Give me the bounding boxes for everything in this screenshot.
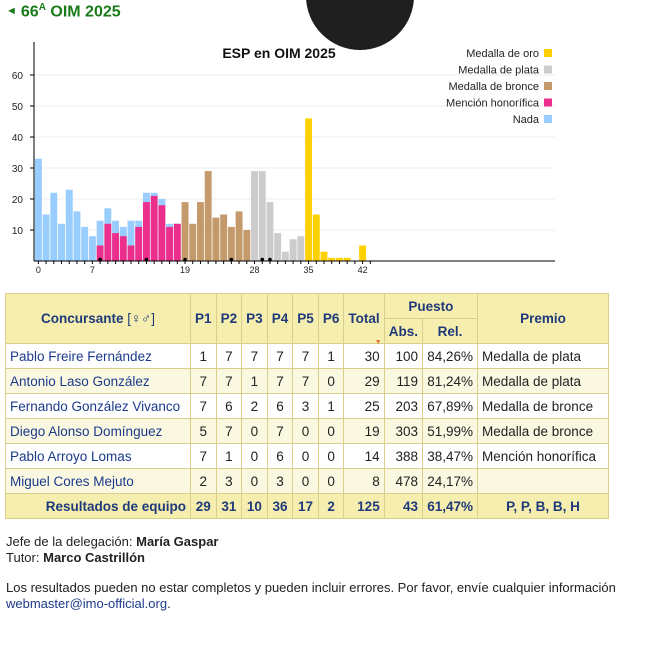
chart-bar xyxy=(313,215,320,262)
chart-bar xyxy=(143,202,150,261)
cell-p5: 7 xyxy=(293,369,319,394)
col-p4[interactable]: P4 xyxy=(267,294,293,344)
col-rank: Puesto xyxy=(384,294,477,319)
chart-bar xyxy=(66,190,73,261)
y-tick-label: 30 xyxy=(11,164,23,175)
cell-name[interactable]: Pablo Freire Fernández xyxy=(6,344,191,369)
cell-abs: 303 xyxy=(384,419,422,444)
cell-p6: 1 xyxy=(318,394,344,419)
table-header-row xyxy=(6,294,609,319)
team-total: 125 xyxy=(344,494,384,519)
cell-award xyxy=(478,469,609,494)
cell-p4: 6 xyxy=(267,444,293,469)
chart-bar xyxy=(81,227,88,261)
team-p2: 31 xyxy=(216,494,242,519)
table-row xyxy=(6,469,609,494)
cell-rel: 24,17% xyxy=(423,469,478,494)
leader-name: María Gaspar xyxy=(136,534,219,549)
cell-p2: 3 xyxy=(216,469,242,494)
disclaimer: Los resultados pueden no estar completos y pueden incluir errores. Por favor, envíe cualquier información xyxy=(6,580,616,595)
chart-bar xyxy=(74,211,81,261)
chart-bar xyxy=(274,233,281,261)
cell-p6: 0 xyxy=(318,369,344,394)
cell-award: Medalla de plata xyxy=(478,369,609,394)
cell-p1: 1 xyxy=(191,344,217,369)
cell-abs: 478 xyxy=(384,469,422,494)
chart-bar xyxy=(220,215,227,262)
cell-p4: 3 xyxy=(267,469,293,494)
col-contestant-label: Concursante xyxy=(40,311,124,326)
legend-swatch xyxy=(544,115,552,123)
chart-bar xyxy=(259,171,266,261)
cell-p6: 1 xyxy=(318,344,344,369)
cell-total: 19 xyxy=(344,419,384,444)
cell-award: Medalla de bronce xyxy=(478,394,609,419)
tutor-name: Marco Castrillón xyxy=(43,550,145,565)
team-abs: 43 xyxy=(384,494,422,519)
chart-legend xyxy=(446,48,552,126)
cell-abs: 203 xyxy=(384,394,422,419)
x-tick-label: 19 xyxy=(180,265,191,275)
col-total-label: Total xyxy=(348,311,380,326)
chart-bar xyxy=(205,171,212,261)
team-p6: 2 xyxy=(318,494,344,519)
col-p2[interactable]: P2 xyxy=(216,294,242,344)
cell-p4: 6 xyxy=(267,394,293,419)
email-suffix: . xyxy=(167,596,171,611)
legend-label: Medalla de plata xyxy=(458,64,539,77)
cell-p3: 7 xyxy=(242,344,268,369)
leader-label: Jefe de la delegación: xyxy=(6,534,133,549)
col-total[interactable] xyxy=(344,294,384,344)
cell-p1: 7 xyxy=(191,369,217,394)
back-arrow-icon: ◄ xyxy=(6,5,17,18)
cell-name[interactable]: Diego Alonso Domínguez xyxy=(6,419,191,444)
chart-bar xyxy=(166,227,173,261)
cell-p3: 1 xyxy=(242,369,268,394)
x-tick-label: 0 xyxy=(35,265,41,275)
cell-total: 30 xyxy=(344,344,384,369)
cell-total: 14 xyxy=(344,444,384,469)
chart-bar xyxy=(174,224,181,261)
cell-p5: 0 xyxy=(293,469,319,494)
chart-bar xyxy=(290,239,297,261)
chart-bar xyxy=(50,193,57,261)
cell-abs: 119 xyxy=(384,369,422,394)
table-row xyxy=(6,394,609,419)
cell-p1: 7 xyxy=(191,394,217,419)
legend-swatch xyxy=(544,99,552,107)
cell-rel: 84,26% xyxy=(423,344,478,369)
cell-name[interactable]: Miguel Cores Mejuto xyxy=(6,469,191,494)
gender-toggle[interactable]: [♀♂] xyxy=(127,311,156,326)
cell-total: 29 xyxy=(344,369,384,394)
y-tick-label: 20 xyxy=(11,195,23,206)
cell-total: 8 xyxy=(344,469,384,494)
chart-bar xyxy=(120,236,127,261)
cell-award: Medalla de plata xyxy=(478,344,609,369)
cell-rel: 51,99% xyxy=(423,419,478,444)
cell-p4: 7 xyxy=(267,344,293,369)
team-p3: 10 xyxy=(242,494,268,519)
team-rel: 61,47% xyxy=(423,494,478,519)
cell-p3: 0 xyxy=(242,469,268,494)
chart-bar xyxy=(128,246,135,262)
legend-label: Medalla de oro xyxy=(466,48,539,60)
cell-p4: 7 xyxy=(267,419,293,444)
chart-bar xyxy=(251,171,258,261)
cell-award: Medalla de bronce xyxy=(478,419,609,444)
table-row xyxy=(6,419,609,444)
legend-label: Medalla de bronce xyxy=(448,81,539,93)
cell-p2: 7 xyxy=(216,344,242,369)
y-tick-label: 50 xyxy=(11,102,23,113)
legend-label: Mención honorífica xyxy=(446,97,539,110)
imo-label: OIM 2025 xyxy=(50,3,121,21)
chart-bar xyxy=(89,236,96,261)
results-table xyxy=(5,293,609,519)
x-tick-label: 7 xyxy=(89,265,95,275)
tutor-label: Tutor: xyxy=(6,550,40,565)
chart-bar xyxy=(297,236,304,261)
chart-bar xyxy=(135,227,142,261)
chart-bar xyxy=(228,227,235,261)
chart-bar xyxy=(236,211,243,261)
table-row xyxy=(6,344,609,369)
x-tick-label: 42 xyxy=(357,265,368,275)
x-tick-label: 28 xyxy=(249,265,260,275)
cell-p1: 2 xyxy=(191,469,217,494)
footer xyxy=(6,534,616,612)
cell-award: Mención honorífica xyxy=(478,444,609,469)
chart-bar xyxy=(359,246,366,262)
team-results-row xyxy=(6,494,609,519)
cell-p2: 1 xyxy=(216,444,242,469)
chart-bar xyxy=(104,224,111,261)
chart-bar xyxy=(321,252,328,261)
cell-total: 25 xyxy=(344,394,384,419)
x-tick-label: 35 xyxy=(303,265,314,275)
chart-bar xyxy=(58,224,65,261)
col-p6[interactable]: P6 xyxy=(318,294,344,344)
legend-swatch xyxy=(544,82,552,90)
team-p1: 29 xyxy=(191,494,217,519)
cell-p2: 6 xyxy=(216,394,242,419)
chart-bar xyxy=(305,118,312,261)
email-line xyxy=(6,596,616,612)
chart-bars xyxy=(35,118,366,261)
leader-line xyxy=(6,534,616,550)
cell-p5: 0 xyxy=(293,419,319,444)
cell-name[interactable]: Pablo Arroyo Lomas xyxy=(6,444,191,469)
cell-abs: 100 xyxy=(384,344,422,369)
cell-rel: 38,47% xyxy=(423,444,478,469)
cell-name[interactable]: Antonio Laso González xyxy=(6,369,191,394)
col-award[interactable]: Premio xyxy=(478,294,609,344)
back-link[interactable] xyxy=(6,2,121,21)
chart-bar xyxy=(35,159,42,261)
chart-bar xyxy=(151,196,158,261)
legend-swatch xyxy=(544,66,552,74)
chart-title: ESP en OIM 2025 xyxy=(222,45,336,61)
chart-bar xyxy=(212,218,219,261)
cell-abs: 388 xyxy=(384,444,422,469)
chart-bar xyxy=(189,224,196,261)
chart-bar xyxy=(282,252,289,261)
y-tick-label: 10 xyxy=(11,226,23,237)
cell-p4: 7 xyxy=(267,369,293,394)
cell-p3: 2 xyxy=(242,394,268,419)
cell-p3: 0 xyxy=(242,419,268,444)
cell-p6: 0 xyxy=(318,419,344,444)
cell-name[interactable]: Fernando González Vivanco xyxy=(6,394,191,419)
legend-swatch xyxy=(544,49,552,57)
cell-p6: 0 xyxy=(318,469,344,494)
chart-bar xyxy=(197,202,204,261)
col-rank-rel[interactable]: Rel. xyxy=(423,319,478,344)
cell-p1: 7 xyxy=(191,444,217,469)
sort-desc-icon: ▼ xyxy=(374,339,382,346)
col-p1[interactable]: P1 xyxy=(191,294,217,344)
col-p3[interactable]: P3 xyxy=(242,294,268,344)
team-p5: 17 xyxy=(293,494,319,519)
email-link[interactable]: webmaster@imo-official.org xyxy=(6,596,168,611)
imo-number-suffix: A xyxy=(38,2,46,13)
chart-bar xyxy=(112,233,119,261)
cell-p6: 0 xyxy=(318,444,344,469)
chart-bar xyxy=(243,230,250,261)
cell-p2: 7 xyxy=(216,369,242,394)
table-body xyxy=(6,344,609,494)
table-row xyxy=(6,444,609,469)
team-award: P, P, B, B, H xyxy=(478,494,609,519)
cell-p3: 0 xyxy=(242,444,268,469)
chart-bar xyxy=(158,205,165,261)
y-tick-label: 60 xyxy=(11,71,23,82)
cell-p1: 5 xyxy=(191,419,217,444)
cell-p5: 0 xyxy=(293,444,319,469)
imo-number: 66 xyxy=(20,3,39,21)
cell-p5: 3 xyxy=(293,394,319,419)
col-p5[interactable]: P5 xyxy=(293,294,319,344)
legend-label: Nada xyxy=(512,114,539,126)
chart-bar xyxy=(182,202,189,261)
cell-rel: 67,89% xyxy=(423,394,478,419)
results-histogram xyxy=(0,38,647,278)
table-row xyxy=(6,369,609,394)
chart-bar xyxy=(267,202,274,261)
col-contestant[interactable] xyxy=(6,294,191,344)
team-label: Resultados de equipo xyxy=(6,494,191,519)
tutor-line xyxy=(6,550,616,566)
y-tick-label: 40 xyxy=(11,133,23,144)
cell-rel: 81,24% xyxy=(423,369,478,394)
cell-p2: 7 xyxy=(216,419,242,444)
cell-p5: 7 xyxy=(293,344,319,369)
col-rank-abs[interactable]: Abs. xyxy=(384,319,422,344)
chart-bar xyxy=(43,215,50,262)
team-p4: 36 xyxy=(267,494,293,519)
